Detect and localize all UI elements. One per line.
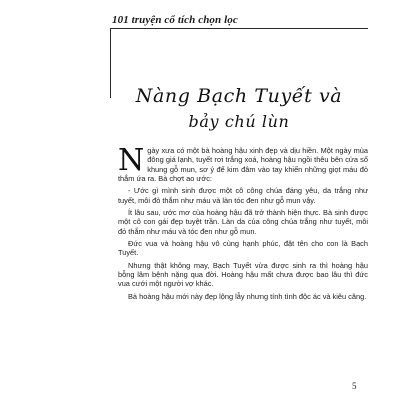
paragraph-4: Đức vua và hoàng hậu vô cùng hạnh phúc, đặt tên cho con là Bạch Tuyết. — [118, 239, 368, 258]
paragraph-1-text: gày xưa có một bà hoàng hậu xinh đẹp và dịu hiền. Một ngày mùa đông giá lạnh, tuyết rơi trắng xoá, hoàng hậu ngồi thêu bên cửa sổ khung gỗ mun, sơ ý để kim đâm vào tay khiến những giọt máu đỏ thắm ứa ra. Bà chợt ao ước: — [118, 146, 368, 184]
story-title — [110, 84, 368, 134]
paragraph-6: Bà hoàng hậu mới này đẹp lộng lẫy nhưng tính tình độc ác và kiêu căng. — [128, 291, 367, 301]
story-body — [118, 143, 368, 304]
paragraph-1 — [118, 143, 368, 184]
paragraph-2: - Ước gì mình sinh được một cô công chúa đáng yêu, da trắng như tuyết, môi đỏ thắm như máu và làn tóc đen như gỗ mun vậy. — [118, 186, 368, 205]
running-header: 101 truyện cổ tích chọn lọc — [112, 14, 238, 26]
page-number: 5 — [352, 381, 357, 391]
story-title-line-2: bảy chú lùn — [188, 112, 290, 131]
story-title-line-1: Nàng Bạch Tuyết và — [135, 85, 343, 107]
drop-cap: N — [118, 143, 145, 178]
header-rule — [110, 28, 368, 29]
paragraph-3: Ít lâu sau, ước mơ của hoàng hậu đã trở thành hiện thực. Bà sinh được một cô con gái đẹp tuyệt trần. Làn da của công chúa trắng như tuyết, môi đỏ thắm như máu và tóc đen như gỗ mun. — [118, 208, 368, 236]
paragraph-5: Nhưng thật không may, Bạch Tuyết vừa được sinh ra thì hoàng hậu bỗng lâm bệnh nặng qua đời. Hoàng hậu mất chưa được bao lâu thì đức vua cưới một người vợ khác. — [118, 260, 368, 289]
